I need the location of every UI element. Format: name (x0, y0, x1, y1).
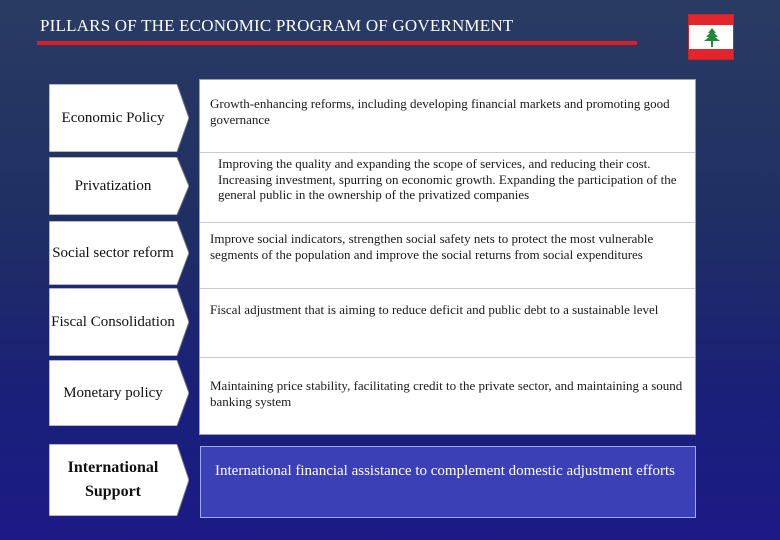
pillar-label: Economic Policy (61, 109, 165, 126)
descriptions-panel (199, 79, 696, 435)
pillar-label: Monetary policy (63, 384, 163, 401)
flag-top-stripe (689, 15, 733, 25)
row-divider (200, 288, 695, 289)
page-title: PILLARS OF THE ECONOMIC PROGRAM OF GOVERNMENT (40, 16, 514, 35)
flag-bottom-stripe (689, 49, 733, 59)
row-divider (200, 357, 695, 358)
row-divider (200, 152, 695, 153)
row-divider (200, 222, 695, 223)
pillar-label: Privatization (74, 177, 152, 194)
cedar-icon (701, 28, 723, 48)
description-international-support: International financial assistance to complement domestic adjustment efforts (215, 463, 675, 479)
description-social-sector-reform: Improve social indicators, strengthen social safety nets to protect the most vulnerable segments of the population and improve the social returns from social expenditures (210, 231, 654, 262)
description-international-support-box (200, 446, 696, 518)
description-fiscal-consolidation: Fiscal adjustment that is aiming to reduce deficit and public debt to a sustainable level (210, 302, 659, 317)
description-monetary-policy: Maintaining price stability, facilitating credit to the private sector, and maintaining a sound banking system (210, 378, 683, 409)
lebanon-flag-icon (688, 14, 734, 60)
title-underline (37, 41, 637, 45)
pillar-label: Fiscal Consolidation (51, 313, 175, 330)
pillar-label: International Support (67, 459, 159, 500)
pillar-label: Social sector reform (52, 244, 174, 261)
description-privatization: Improving the quality and expanding the scope of services, and reducing their cost. Increasing investment, spurring on economic growth. Expanding the participation of the general public in the ownership of the privatized companies (218, 156, 677, 202)
description-economic-policy: Growth-enhancing reforms, including developing financial markets and promoting good governance (210, 96, 670, 127)
